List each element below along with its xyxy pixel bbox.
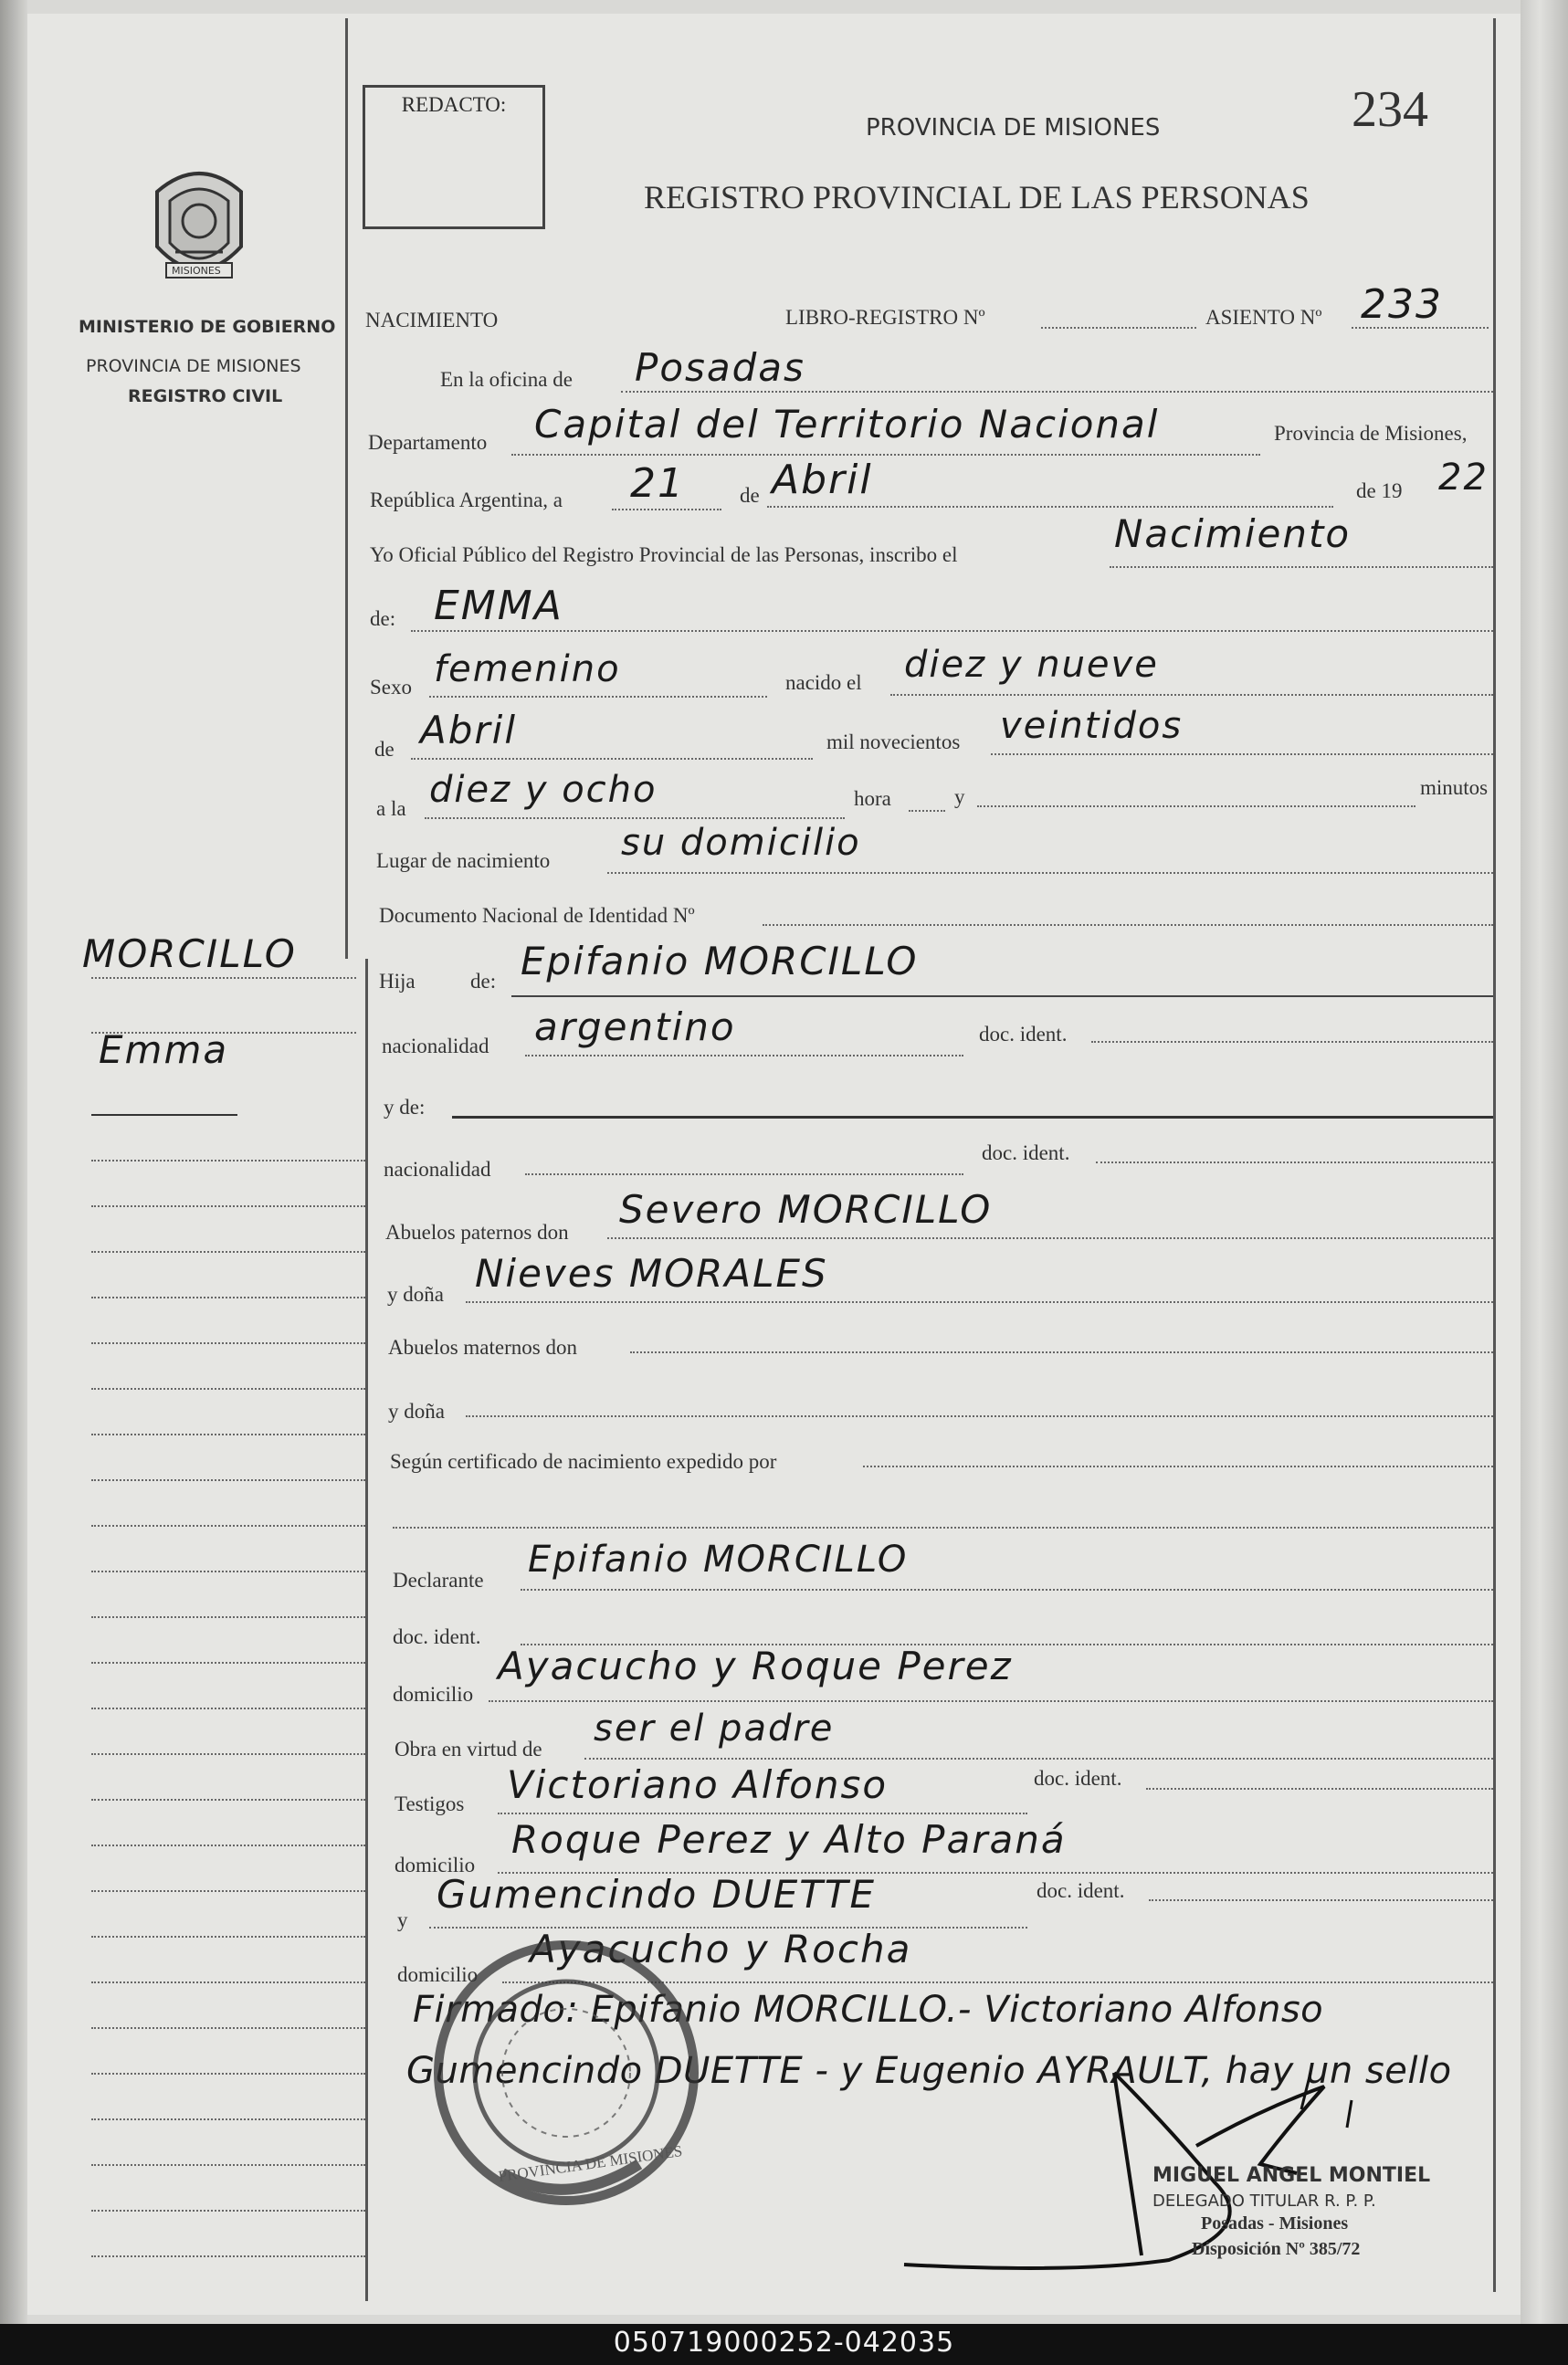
- segun-line: [863, 1466, 1493, 1467]
- ala-label: a la: [376, 797, 406, 820]
- abuelo-pat-line: [607, 1237, 1493, 1239]
- nacido-month-line: [411, 758, 813, 760]
- lugar-label: Lugar de nacimiento: [376, 849, 551, 872]
- mother-line: [452, 1116, 1493, 1119]
- record-type-label: NACIMIENTO: [365, 309, 499, 331]
- hora-label: hora: [854, 787, 891, 810]
- mil-label: mil novecientos: [826, 731, 961, 753]
- lugar-value: su domicilio: [621, 822, 861, 864]
- hora-value: diez y ocho: [429, 769, 658, 811]
- margin-line: [91, 1160, 365, 1161]
- mil-value: veintidos: [1000, 705, 1184, 747]
- departamento-line: [511, 454, 1260, 456]
- minutos-line: [977, 805, 1415, 807]
- margin-line: [91, 1434, 365, 1435]
- asiento-line: [1352, 327, 1489, 329]
- ministry-line-1: MINISTERIO DE GOBIERNO: [79, 317, 336, 337]
- nacido-month-value: Abril: [420, 708, 517, 752]
- republica-label: República Argentina, a: [370, 489, 563, 511]
- name-line: [411, 630, 1493, 632]
- declarante-line: [521, 1589, 1493, 1591]
- margin-line: [91, 1571, 365, 1572]
- abuela-mat-line: [466, 1415, 1493, 1417]
- inscribo-line: [1110, 566, 1493, 568]
- page-left-edge: [0, 0, 27, 2338]
- asiento-value: 233: [1361, 281, 1443, 328]
- domicilio2-value: Roque Perez y Alto Paraná: [511, 1817, 1067, 1862]
- margin-line: [91, 1936, 365, 1938]
- abuelos-pat-label: Abuelos paternos don: [385, 1221, 569, 1244]
- domicilio-line: [489, 1700, 1493, 1702]
- redacto-box: [363, 85, 545, 229]
- declarante-label: Declarante: [393, 1569, 484, 1592]
- testigo1-value: Victoriano Alfonso: [507, 1762, 889, 1807]
- margin-line: [91, 1342, 365, 1344]
- obra-line: [584, 1758, 1493, 1760]
- testigo1-line: [498, 1813, 1027, 1814]
- doc-ident4-line: [1146, 1788, 1493, 1790]
- abuelo-mat-line: [630, 1351, 1493, 1353]
- day-line: [612, 509, 721, 510]
- nacionalidad-label: nacionalidad: [382, 1035, 489, 1057]
- nacido-label: nacido el: [785, 671, 862, 694]
- header-title: REGISTRO PROVINCIAL DE LAS PERSONAS: [644, 179, 1310, 215]
- margin-line: [91, 1981, 365, 1983]
- mil-line: [991, 753, 1493, 755]
- doc-ident4-label: doc. ident.: [1034, 1767, 1122, 1790]
- margin-surname: MORCILLO: [82, 931, 297, 976]
- margin-line: [91, 1845, 365, 1846]
- margin-line: [91, 2118, 365, 2120]
- nacido-value: diez y nueve: [904, 644, 1159, 686]
- name-value: EMMA: [434, 583, 563, 629]
- stamp-name: MIGUEL ANGEL MONTIEL: [1152, 2164, 1431, 2187]
- margin-line: [91, 2027, 365, 2029]
- margin-line: [91, 1205, 365, 1207]
- inscribo-value: Nacimiento: [1114, 511, 1352, 556]
- asiento-label: ASIENTO Nº: [1205, 306, 1322, 329]
- minutos-label: minutos: [1420, 776, 1489, 799]
- ministry-line-2: PROVINCIA DE MISIONES: [86, 356, 301, 376]
- left-border-line: [345, 18, 348, 959]
- ministry-line-3: REGISTRO CIVIL: [128, 386, 283, 406]
- testigos-label: Testigos: [395, 1792, 465, 1815]
- margin-line: [91, 1708, 365, 1709]
- segun-line-2: [393, 1527, 1493, 1529]
- page-number: 234: [1352, 81, 1428, 138]
- doc-ident5-line: [1149, 1899, 1493, 1901]
- documento-label: Documento Nacional de Identidad Nº: [379, 904, 695, 927]
- de-label: de: [740, 484, 760, 507]
- father-nat-line: [525, 1055, 963, 1056]
- margin-line: [91, 1890, 365, 1892]
- margin-line: [91, 1525, 365, 1527]
- domicilio-label: domicilio: [393, 1683, 474, 1706]
- domicilio3-label: domicilio: [397, 1963, 479, 1986]
- departamento-label: Departamento: [368, 431, 488, 454]
- domicilio3-value: Ayacucho y Rocha: [530, 1927, 912, 1971]
- page-right-edge: [1521, 0, 1568, 2338]
- hija-label: Hija: [379, 970, 416, 993]
- abuelos-mat-label: Abuelos maternos don: [388, 1336, 577, 1359]
- de-name-label: de:: [370, 607, 396, 630]
- redacto-label: REDACTO:: [401, 93, 507, 116]
- documento-line: [763, 924, 1493, 926]
- abuelo-pat-value: Severo MORCILLO: [619, 1187, 993, 1232]
- y2-label: y: [397, 1908, 408, 1931]
- oficina-label: En la oficina de: [440, 368, 573, 391]
- sexo-label: Sexo: [370, 676, 412, 699]
- y-label: y: [954, 785, 965, 808]
- y-de-label: y de:: [384, 1096, 426, 1119]
- segun-label: Según certificado de nacimiento expedido por: [390, 1450, 777, 1473]
- sexo-line: [429, 696, 767, 698]
- footer-code: 050719000252-042035: [613, 2327, 955, 2359]
- abuela-pat-line: [466, 1301, 1493, 1303]
- emblem-label: MISIONES: [172, 265, 221, 277]
- margin-line: [91, 2210, 365, 2212]
- hora-line: [425, 817, 845, 819]
- stamp-role: DELEGADO TITULAR R. P. P.: [1152, 2192, 1376, 2211]
- stamp-disposicion: Disposición Nº 385/72: [1192, 2239, 1361, 2259]
- margin-line: [91, 2073, 365, 2075]
- year-value: 22: [1438, 457, 1489, 499]
- ydona-label: y doña: [387, 1283, 444, 1306]
- doc-ident2-label: doc. ident.: [982, 1141, 1070, 1164]
- domicilio2-label: domicilio: [395, 1854, 476, 1876]
- oficial-text: Yo Oficial Público del Registro Provincial de las Personas, inscribo el: [370, 543, 958, 566]
- obra-value: ser el padre: [594, 1708, 835, 1750]
- firmado-line-1: Firmado: Epifanio MORCILLO.- Victoriano Alfonso: [413, 1989, 1324, 2031]
- doc-ident2-line: [1096, 1161, 1493, 1163]
- father-value: Epifanio MORCILLO: [521, 939, 919, 983]
- margin-line: [91, 1114, 237, 1116]
- ydona2-label: y doña: [388, 1400, 445, 1423]
- month-value: Abril: [772, 457, 873, 503]
- firmado-line-2: Gumencindo DUETTE - y Eugenio AYRAULT, hay un sello: [406, 2050, 1452, 2092]
- margin-line: [91, 1799, 365, 1801]
- declarante-value: Epifanio MORCILLO: [528, 1539, 909, 1581]
- de2-label: de: [374, 738, 395, 761]
- testigo2-value: Gumencindo DUETTE: [437, 1872, 877, 1917]
- margin-line: [91, 1251, 365, 1253]
- margin-line: [91, 977, 356, 979]
- doc-ident5-label: doc. ident.: [1037, 1879, 1125, 1902]
- doc-ident-label: doc. ident.: [979, 1023, 1068, 1046]
- departamento-value: Capital del Territorio Nacional: [534, 402, 1160, 447]
- margin-line: [91, 1297, 365, 1298]
- hora-y-line: [909, 810, 945, 812]
- mother-nat-line: [525, 1173, 963, 1175]
- margin-given-name: Emma: [99, 1027, 229, 1072]
- margin-line: [91, 1616, 365, 1618]
- margin-line: [91, 1753, 365, 1755]
- margin-line: [91, 1479, 365, 1481]
- right-border-line: [1493, 18, 1496, 2292]
- provincia-suffix: Provincia de Misiones,: [1274, 422, 1468, 445]
- day-value: 21: [630, 460, 685, 507]
- lugar-line: [607, 872, 1493, 874]
- margin-line: [91, 1662, 365, 1664]
- month-line: [767, 506, 1333, 508]
- oficina-value: Posadas: [635, 345, 805, 390]
- libro-registro-line: [1041, 327, 1196, 329]
- doc-ident3-label: doc. ident.: [393, 1625, 481, 1648]
- abuela-pat-value: Nieves MORALES: [475, 1251, 828, 1296]
- libro-registro-label: LIBRO-REGISTRO Nº: [785, 306, 985, 329]
- sexo-value: femenino: [434, 648, 621, 690]
- domicilio-value: Ayacucho y Roque Perez: [498, 1644, 1013, 1688]
- margin-line: [91, 2255, 365, 2257]
- header-province: PROVINCIA DE MISIONES: [866, 114, 1161, 142]
- father-nat-value: argentino: [534, 1004, 736, 1049]
- father-line: [511, 995, 1493, 997]
- hija-de-label: de:: [470, 970, 497, 993]
- margin-line: [91, 1388, 365, 1390]
- stamp-place: Posadas - Misiones: [1201, 2213, 1349, 2234]
- oficina-line: [621, 391, 1493, 393]
- nacionalidad2-label: nacionalidad: [384, 1158, 491, 1181]
- nacido-line: [890, 694, 1493, 696]
- doc-ident-line: [1091, 1041, 1493, 1043]
- round-seal-text: PROVINCIA DE MISIONES: [497, 2141, 684, 2186]
- year-label: de 19: [1356, 479, 1403, 502]
- obra-label: Obra en virtud de: [395, 1738, 542, 1761]
- margin-line: [91, 2164, 365, 2166]
- left-border-line-lower: [365, 959, 368, 2301]
